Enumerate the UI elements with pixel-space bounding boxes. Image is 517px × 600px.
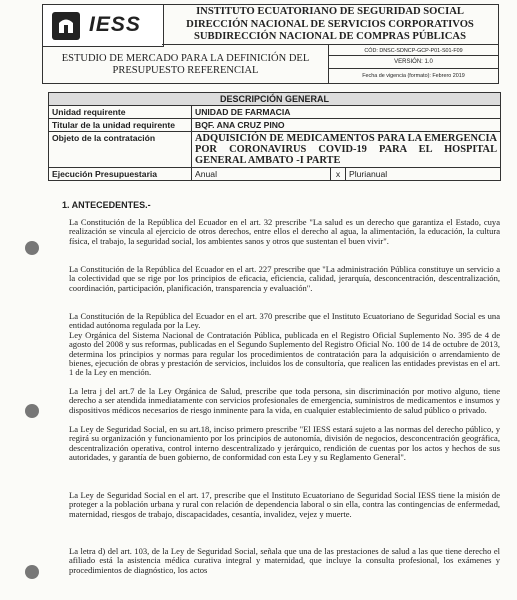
punch-hole-icon	[25, 565, 39, 579]
study-title	[42, 45, 329, 84]
table-title: DESCRIPCIÓN GENERAL	[49, 93, 501, 106]
document-version: VERSIÓN: 1.0	[329, 56, 498, 69]
study-title-line-2: PRESUPUESTO REFERENCIAL	[112, 65, 259, 76]
paragraph: La letra j del art.7 de la Ley Orgánica de Salud, prescribe que toda persona, sin discriminación por motivo alguno, tiene derecho a ser atendida inmediatamente con servicios profesionales de emergencia, suministros de medicamentos e insumos y dispositivos médicos necesarios de riesgo inminente para la vida, en cualquier establecimiento de salud público o privado.	[69, 386, 500, 415]
paragraph: Ley Orgánica del Sistema Nacional de Contratación Pública, publicada en el Registro Oficial Suplemento No. 395 de 4 de agosto del 2008 y sus reformas, publicadas en el Segundo Suplemento del Registro Oficial No. 100 de 14 de octubre de 2013, determina los principios y normas para regular los procedimientos de contratación para la adquisición o arrendamiento de bienes, ejecución de obras y prestación de servicios, incluidos los de consultoría, que realicen las entidades previstas en el art. 1 de la Ley en mención.	[69, 330, 500, 378]
section-title: 1. ANTECEDENTES.-	[62, 200, 151, 210]
row-label: Unidad requirente	[49, 106, 192, 119]
general-description-table	[48, 92, 501, 181]
institution-header	[162, 4, 499, 45]
subdirectorate-name: SUBDIRECCIÓN NACIONAL DE COMPRAS PÚBLICAS	[194, 31, 466, 42]
row-label: Ejecución Presupuestaria	[49, 168, 192, 181]
logo-text: IESS	[89, 13, 141, 36]
directorate-name: DIRECCIÓN NACIONAL DE SERVICIOS CORPORATIVOS	[186, 18, 474, 30]
document-code-box	[329, 45, 499, 84]
paragraph: La Ley de Seguridad Social, en su art.18, inciso primero prescribe "El IESS estará sujeto a las normas del derecho público, y regirá su organización y funcionamiento por los principios de autonomía, división de negocios, desconcentración geográfica, descentralización operativa, control interno descentralizado y jerárquico, rendición de cuentas por los actos y hechos de sus autoridades, y garantía de buen gobierno, de conformidad con esta Ley y su Reglamento General".	[69, 424, 500, 463]
row-value: ADQUISICIÓN DE MEDICAMENTOS PARA LA EMERGENCIA POR CORONAVIRUS COVID-19 PARA EL HOSPITAL GENERAL AMBATO -I PARTE	[192, 132, 501, 168]
paragraph: La Constitución de la República del Ecuador en el art. 370 prescribe que el Instituto Ecuatoriano de Seguridad Social es una entidad autónoma regulada por la Ley.	[69, 311, 500, 331]
punch-hole-icon	[25, 404, 39, 418]
paragraph: La Constitución de la República del Ecuador en el art. 227 prescribe que "La administración Pública constituye un servicio a la colectividad que se rige por los principios de eficacia, eficiencia, calidad, jerarquía, desconcentración, descentralización, coordinación, participación, planificación, transparencia y evaluación".	[69, 264, 500, 293]
logo-box	[42, 4, 164, 47]
institution-name: INSTITUTO ECUATORIANO DE SEGURIDAD SOCIAL	[196, 6, 464, 17]
row-value: UNIDAD DE FARMACIA	[192, 106, 501, 119]
budget-annual: Anual	[192, 168, 331, 180]
row-label: Objeto de la contratación	[49, 132, 192, 168]
study-title-line-1: ESTUDIO DE MERCADO PARA LA DEFINICIÓN DEL	[61, 53, 310, 64]
table-row	[49, 168, 501, 181]
table-row	[49, 119, 501, 132]
iess-emblem-icon	[51, 11, 81, 41]
row-label: Titular de la unidad requirente	[49, 119, 192, 132]
punch-hole-icon	[25, 241, 39, 255]
paragraph: La Constitución de la República del Ecuador en el art. 32 prescribe "La salud es un derecho que garantiza el Estado, cuya realización se vincula al ejercicio de otros derechos, entre ellos el derecho al agua, la alimentación, la educación, la cultura física, el trabajo, la seguridad social, los ambientes sanos y otros que sustentan el buen vivir".	[69, 217, 500, 246]
budget-mark: x	[331, 168, 346, 180]
table-row	[49, 106, 501, 119]
paragraph: La Ley de Seguridad Social en el art. 17, prescribe que el Instituto Ecuatoriano de Seguridad Social IESS tiene la misión de proteger a la población urbana y rural con relación de dependencia laboral o sin ella, contra las contingencias de enfermedad, maternidad, riesgos de trabajo, discapacidades, cesantía, invalidez, vejez y muerte.	[69, 490, 500, 519]
budget-pluriannual: Plurianual	[349, 169, 388, 179]
table-row	[49, 132, 501, 168]
document-code: CÓD: DNSC-SDNCP-GCP-P01-S01-F09	[329, 45, 498, 56]
validity-date: Fecha de vigencia (formato): Febrero 2019	[362, 73, 465, 79]
paragraph: La letra d) del art. 103, de la Ley de Seguridad Social, señala que una de las prestaciones de salud a las que tiene derecho el afiliado está la asistencia médica curativa integral y maternidad, que incluye la consulta profesional, los exámenes y procedimientos de diagnóstico, los actos	[69, 546, 500, 575]
row-value: BQF. ANA CRUZ PINO	[192, 119, 501, 132]
